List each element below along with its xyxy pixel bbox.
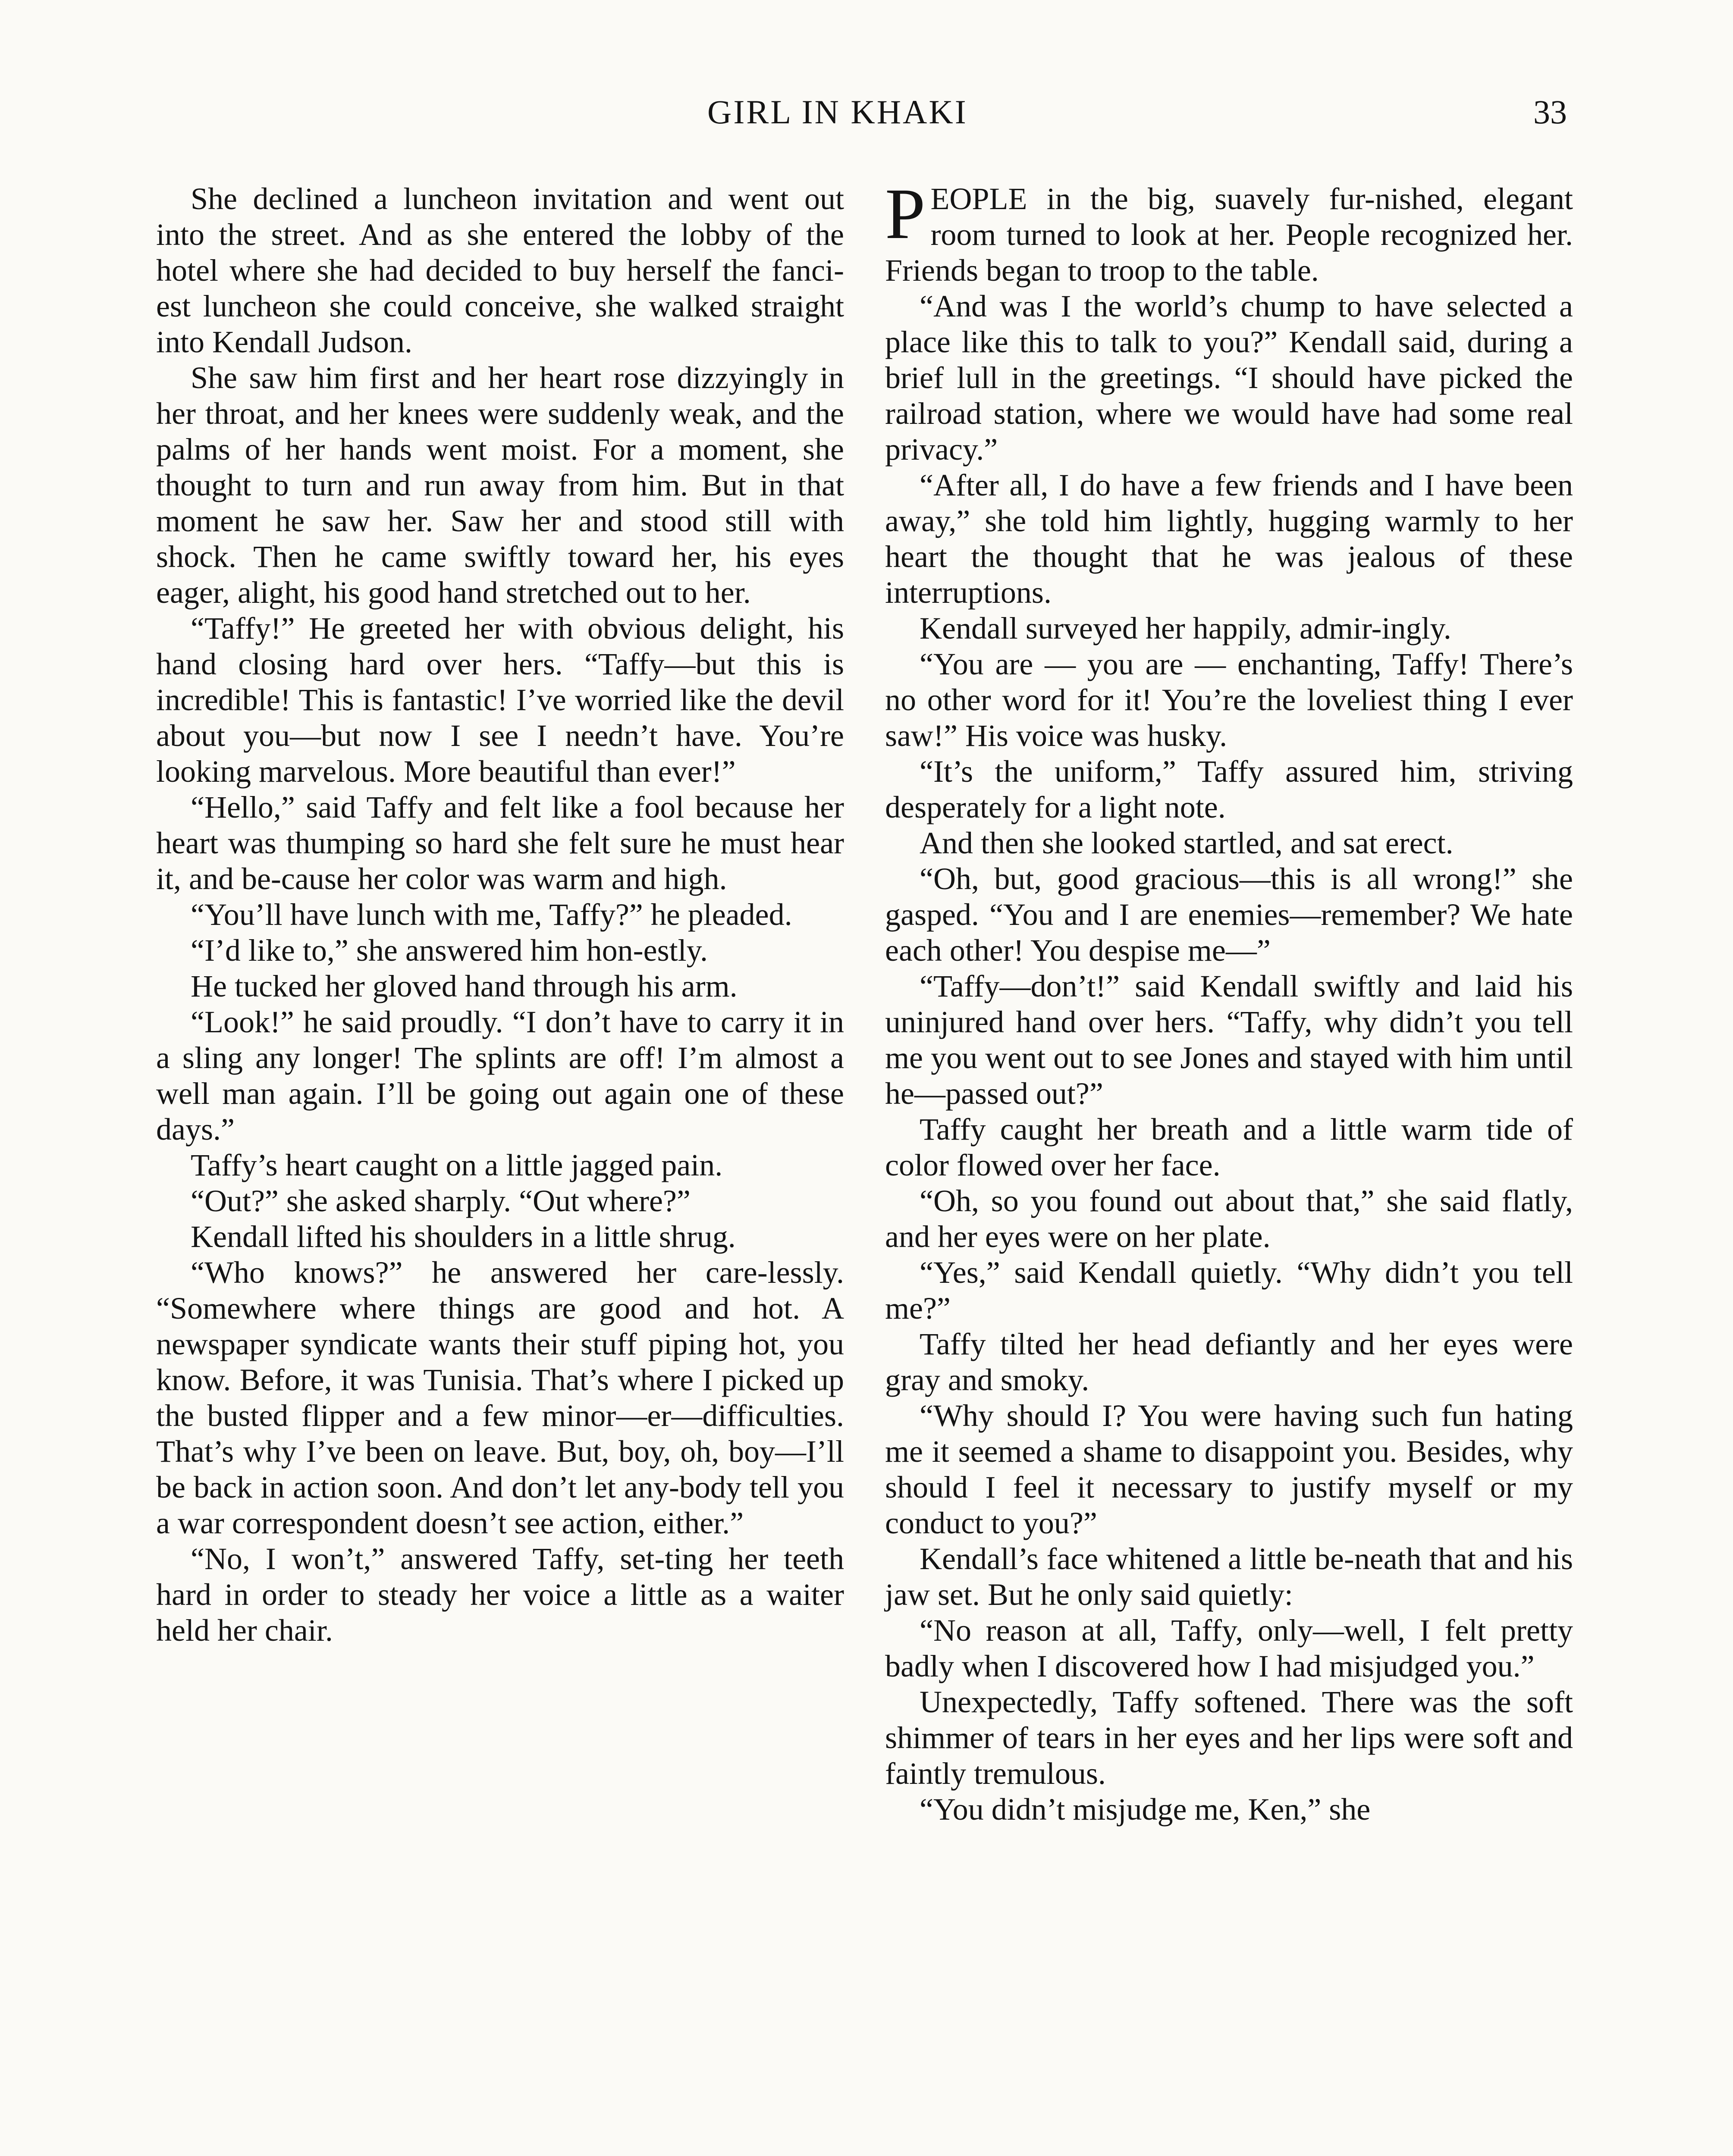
paragraph: “Taffy!” He greeted her with obvious delight, his hand closing hard over hers. “Taffy—but this is incredible! This is fantastic! I’ve worried like the devil about you—but now I see I needn’t have. You’re looking marvelous. More beautiful than ever!” bbox=[156, 611, 844, 789]
page-title: GIRL IN KHAKI bbox=[707, 93, 968, 131]
paragraph: Taffy caught her breath and a little warm tide of color flowed over her face. bbox=[885, 1112, 1573, 1182]
paragraph: “Oh, so you found out about that,” she said flatly, and her eyes were on her plate. bbox=[885, 1184, 1573, 1254]
paragraph: “Oh, but, good gracious—this is all wrong!” she gasped. “You and I are enemies—remember? We hate each other! You despise me—” bbox=[885, 862, 1573, 968]
paragraph: Unexpectedly, Taffy softened. There was the soft shimmer of tears in her eyes and her lips were soft and faintly tremulous. bbox=[885, 1685, 1573, 1791]
paragraph: “Out?” she asked sharply. “Out where?” bbox=[191, 1184, 691, 1218]
opening-text: EOPLE in the big, suavely fur-nished, elegant room turned to look at her. People recognized her. Friends began to troop to the table. bbox=[885, 182, 1573, 288]
paragraph: Taffy’s heart caught on a little jagged pain. bbox=[191, 1148, 723, 1182]
paragraph: “No, I won’t,” answered Taffy, set-ting her teeth hard in order to steady her voice a little as a waiter held her chair. bbox=[156, 1542, 844, 1648]
paragraph: “You are — you are — enchanting, Taffy! There’s no other word for it! You’re the loveliest thing I ever saw!” His voice was husky. bbox=[885, 647, 1573, 753]
right-column bbox=[885, 174, 1573, 1827]
paragraph: Kendall lifted his shoulders in a little shrug. bbox=[191, 1219, 736, 1254]
paragraph: She declined a luncheon invitation and went out into the street. And as she entered the lobby of the hotel where she had decided to buy herself the fanci-est luncheon she could conceive, she walked straight into Kendall Judson. bbox=[156, 182, 844, 359]
paragraph: “After all, I do have a few friends and I have been away,” she told him lightly, hugging warmly to her heart the thought that he was jealous of these interruptions. bbox=[885, 468, 1573, 610]
paragraph: “I’d like to,” she answered him hon-estly. bbox=[191, 933, 708, 968]
paragraph: “And was I the world’s chump to have selected a place like this to talk to you?” Kendall said, during a brief lull in the greetings. “I should have picked the railroad station, where we would have had some real privacy.” bbox=[885, 289, 1573, 467]
opening-paragraph bbox=[885, 174, 1573, 288]
paragraph: “Hello,” said Taffy and felt like a fool because her heart was thumping so hard she felt sure he must hear it, and be-cause her color was warm and high. bbox=[156, 790, 844, 896]
paragraph: “Yes,” said Kendall quietly. “Why didn’t you tell me?” bbox=[885, 1255, 1573, 1326]
paragraph: Taffy tilted her head defiantly and her eyes were gray and smoky. bbox=[885, 1327, 1573, 1397]
paragraph: And then she looked startled, and sat erect. bbox=[920, 826, 1454, 860]
drop-cap: P bbox=[885, 174, 926, 254]
paragraph: “Why should I? You were having such fun hating me it seemed a shame to disappoint you. Besides, why should I feel it necessary to justify myself or my conduct to you?” bbox=[885, 1398, 1573, 1540]
paragraph: Kendall’s face whitened a little be-neath that and his jaw set. But he only said quietly: bbox=[885, 1542, 1573, 1612]
page-number: 33 bbox=[1533, 93, 1567, 131]
paragraph: “Look!” he said proudly. “I don’t have to carry it in a sling any longer! The splints are off! I’m almost a well man again. I’ll be going out again one of these days.” bbox=[156, 1005, 844, 1147]
paragraph: She saw him first and her heart rose dizzyingly in her throat, and her knees were suddenly weak, and the palms of her hands went moist. For a moment, she thought to turn and run away from him. But in that moment he saw her. Saw her and stood still with shock. Then he came swiftly toward her, his eyes eager, alight, his good hand stretched out to her. bbox=[156, 360, 844, 610]
paragraph: He tucked her gloved hand through his arm. bbox=[191, 969, 738, 1003]
paragraph: “No reason at all, Taffy, only—well, I felt pretty badly when I discovered how I had misjudged you.” bbox=[885, 1613, 1573, 1683]
paragraph: “You’ll have lunch with me, Taffy?” he pleaded. bbox=[191, 897, 792, 932]
paragraph: “It’s the uniform,” Taffy assured him, striving desperately for a light note. bbox=[885, 754, 1573, 824]
paragraph: “You didn’t misjudge me, Ken,” she bbox=[920, 1792, 1371, 1827]
paragraph: “Taffy—don’t!” said Kendall swiftly and laid his uninjured hand over hers. “Taffy, why didn’t you tell me you went out to see Jones and stayed with him until he—passed out?” bbox=[885, 969, 1573, 1111]
left-column bbox=[156, 181, 844, 1648]
paragraph: Kendall surveyed her happily, admir-ingly. bbox=[920, 611, 1451, 646]
paragraph: “Who knows?” he answered her care-lessly. “Somewhere where things are good and hot. A newspaper syndicate wants their stuff piping hot, you know. Before, it was Tunisia. That’s where I picked up the busted flipper and a few minor—er—difficulties. That’s why I’ve been on leave. But, boy, oh, boy—I’ll be back in action soon. And don’t let any-body tell you a war correspondent doesn’t see action, either.” bbox=[156, 1255, 844, 1540]
running-head bbox=[0, 91, 1733, 142]
